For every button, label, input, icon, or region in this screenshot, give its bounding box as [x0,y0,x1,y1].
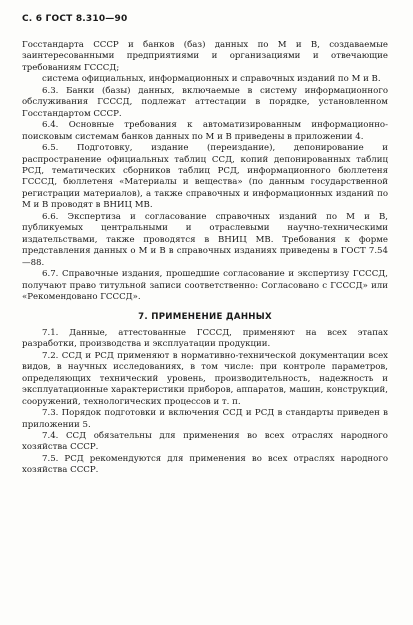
paragraph-7-5: 7.5. РСД рекомендуются для применения во всех отраслях народного хозяйства СССР. [22,453,388,476]
document-body [22,40,388,477]
paragraph-6-4: 6.4. Основные требования к автоматизированным информационно-поисковым системам банков данных по М и В приведены в приложении 4. [22,120,388,142]
paragraph-6-2-continuation: Госстандарта СССР и банков (баз) данных по М и В, создаваемые заинтересованными предприятиями и организациями и отвечающие требованиям ГСССД; [22,40,388,73]
paragraph-7-4: 7.4. ССД обязательны для применения во всех отраслях народного хозяйства СССР. [22,430,388,453]
paragraph-6-3: 6.3. Банки (базы) данных, включаемые в систему информационного обслуживания ГСССД, подлежат аттестации в порядке, установленном Госстандартом СССР. [22,85,388,119]
paragraph-7-3: 7.3. Порядок подготовки и включения ССД и РСД в стандарты приведен в приложении 5. [22,408,388,430]
paragraph-7-2: 7.2. ССД и РСД применяют в нормативно-технической документации всех видов, в научных исследованиях, в том числе: при контроле параметров, определяющих технический уровень, производительность, надежность и эксплуатационные характеристики приборов, аппаратов, машин, конструкций, сооружений, технологических процессов и т. п. [22,350,388,407]
page-header: С. 6 ГОСТ 8.310—90 [22,14,128,24]
paragraph-6-2-system: система официальных, информационных и справочных изданий по М и В. [42,74,381,85]
paragraph-7-1: 7.1. Данные, аттестованные ГСССД, применяют на всех этапах разработки, производства и эксплуатации продукции. [22,327,388,350]
paragraph-6-5: 6.5. Подготовку, издание (переиздание), депонирование и распространение официальных таблиц ССД, копий депонированных таблиц РСД, тематических сборников таблиц РСД, информационного бюллетеня ГСССД, бюллетеня «Материалы и вещества» (по данным государственной регистрации материалов), а также справочных и информационных изданий по М и В проводят в ВНИЦ МВ. [22,143,388,211]
paragraph-6-6: 6.6. Экспертиза и согласование справочных изданий по М и В, публикуемых центральными и отраслевыми научно-техническими издательствами, также проводятся в ВНИЦ МВ. Требования к форме представления данных о М и В в справочных изданиях приведены в ГОСТ 7.54—88. [22,211,388,268]
section-title: 7. ПРИМЕНЕНИЕ ДАННЫХ [138,312,272,323]
paragraph-6-7: 6.7. Справочные издания, прошедшие согласование и экспертизу ГСССД, получают право титульной записи соответственно: Согласовано с ГСССД» или «Рекомендовано ГСССД». [22,269,388,302]
